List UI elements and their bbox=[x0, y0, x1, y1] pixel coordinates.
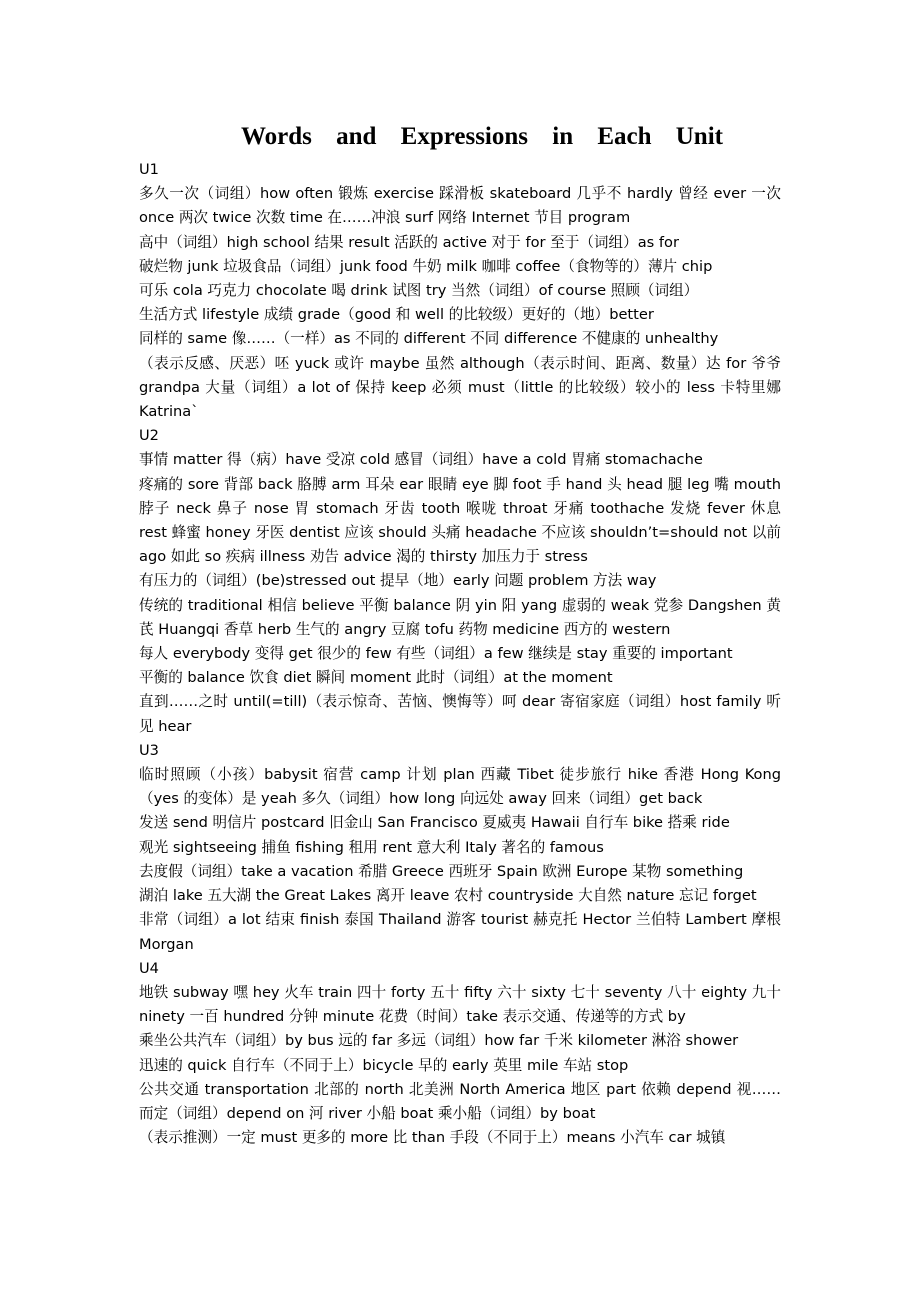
vocab-paragraph: 事情 matter 得（病）have 受凉 cold 感冒（词组）have a cold 胃痛 stomachache bbox=[139, 451, 703, 469]
vocab-paragraph: 观光 sightseeing 捕鱼 fishing 租用 rent 意大利 Italy 著名的 famous bbox=[139, 838, 604, 856]
vocab-paragraph: 高中（词组）high school 结果 result 活跃的 active 对于 for 至于（词组）as for bbox=[139, 233, 679, 251]
vocab-paragraph: （表示反感、厌恶）呸 yuck 或许 maybe 虽然 although（表示时间、距离、数量）达 for 爷爷 grandpa 大量（词组）a lot of 保持 keep 必须 must（little 的比较级）较小的 less 卡特里娜 Katrina` bbox=[139, 354, 781, 421]
vocab-paragraph: 破烂物 junk 垃圾食品（词组）junk food 牛奶 milk 咖啡 coffee（食物等的）薄片 chip bbox=[139, 257, 713, 275]
vocab-paragraph: 迅速的 quick 自行车（不同于上）bicycle 早的 early 英里 mile 车站 stop bbox=[139, 1056, 629, 1074]
unit-section-4 bbox=[139, 957, 781, 1151]
unit-section-2 bbox=[139, 424, 781, 739]
vocab-paragraph: 可乐 cola 巧克力 chocolate 喝 drink 试图 try 当然（词组）of course 照顾（词组） bbox=[139, 282, 699, 300]
document-page bbox=[139, 120, 781, 1150]
vocab-paragraph: 有压力的（词组）(be)stressed out 提早（地）early 问题 problem 方法 way bbox=[139, 572, 657, 590]
unit-section-1 bbox=[139, 158, 781, 424]
document-title: Words and Expressions in Each Unit bbox=[241, 123, 723, 150]
unit-section-3 bbox=[139, 739, 781, 957]
vocab-paragraph: 非常（词组）a lot 结束 finish 泰国 Thailand 游客 tourist 赫克托 Hector 兰伯特 Lambert 摩根 Morgan bbox=[139, 911, 781, 953]
vocab-paragraph: 每人 everybody 变得 get 很少的 few 有些（词组）a few 继续是 stay 重要的 important bbox=[139, 645, 733, 663]
vocab-paragraph: 湖泊 lake 五大湖 the Great Lakes 离开 leave 农村 countryside 大自然 nature 忘记 forget bbox=[139, 887, 757, 905]
vocab-paragraph: 直到……之时 until(=till)（表示惊奇、苦恼、懊悔等）呵 dear 寄宿家庭（词组）host family 听见 hear bbox=[139, 693, 781, 735]
unit-heading: U1 bbox=[139, 161, 159, 178]
vocab-paragraph: 乘坐公共汽车（词组）by bus 远的 far 多远（词组）how far 千米 kilometer 淋浴 shower bbox=[139, 1032, 739, 1050]
vocab-paragraph: 同样的 same 像……（一样）as 不同的 different 不同 difference 不健康的 unhealthy bbox=[139, 330, 719, 348]
vocab-paragraph: 平衡的 balance 饮食 diet 瞬间 moment 此时（词组）at the moment bbox=[139, 669, 613, 687]
vocab-paragraph: 传统的 traditional 相信 believe 平衡 balance 阴 yin 阳 yang 虚弱的 weak 党参 Dangshen 黄芪 Huangqi 香草 herb 生气的 angry 豆腐 tofu 药物 medicine 西方的 western bbox=[139, 596, 781, 638]
vocab-paragraph: 多久一次（词组）how often 锻炼 exercise 踩滑板 skateboard 几乎不 hardly 曾经 ever 一次 once 两次 twice 次数 time 在……冲浪 surf 网络 Internet 节目 program bbox=[139, 185, 781, 227]
unit-heading: U3 bbox=[139, 741, 159, 759]
unit-heading: U2 bbox=[139, 427, 159, 445]
vocab-paragraph: 去度假（词组）take a vacation 希腊 Greece 西班牙 Spain 欧洲 Europe 某物 something bbox=[139, 862, 744, 880]
unit-heading: U4 bbox=[139, 959, 159, 977]
vocab-paragraph: 临时照顾（小孩）babysit 宿营 camp 计划 plan 西藏 Tibet 徒步旅行 hike 香港 Hong Kong（yes 的变体）是 yeah 多久（词组）how long 向远处 away 回来（词组）get back bbox=[139, 766, 781, 808]
vocab-paragraph: （表示推测）一定 must 更多的 more 比 than 手段（不同于上）means 小汽车 car 城镇 bbox=[139, 1129, 726, 1147]
vocab-paragraph: 疼痛的 sore 背部 back 胳膊 arm 耳朵 ear 眼睛 eye 脚 foot 手 hand 头 head 腿 leg 嘴 mouth 脖子 neck 鼻子 nose 胃 stomach 牙齿 tooth 喉咙 throat 牙痛 toothache 发烧 fever 休息 rest 蜂蜜 honey 牙医 dentist 应该 should 头痛 headache 不应该 shouldn’t=should not 以前 ago 如此 so 疾病 illness 劝告 advice 渴的 thirsty 加压力于 stress bbox=[139, 475, 781, 566]
vocab-paragraph: 公共交通 transportation 北部的 north 北美洲 North America 地区 part 依赖 depend 视……而定（词组）depend on 河 river 小船 boat 乘小船（词组）by boat bbox=[139, 1080, 781, 1122]
vocab-paragraph: 生活方式 lifestyle 成绩 grade（good 和 well 的比较级）更好的（地）better bbox=[139, 306, 654, 324]
vocab-paragraph: 地铁 subway 嘿 hey 火车 train 四十 forty 五十 fifty 六十 sixty 七十 seventy 八十 eighty 九十 ninety 一百 hundred 分钟 minute 花费（时间）take 表示交通、传递等的方式 by bbox=[139, 983, 781, 1026]
vocab-paragraph: 发送 send 明信片 postcard 旧金山 San Francisco 夏威夷 Hawaii 自行车 bike 搭乘 ride bbox=[139, 814, 730, 832]
